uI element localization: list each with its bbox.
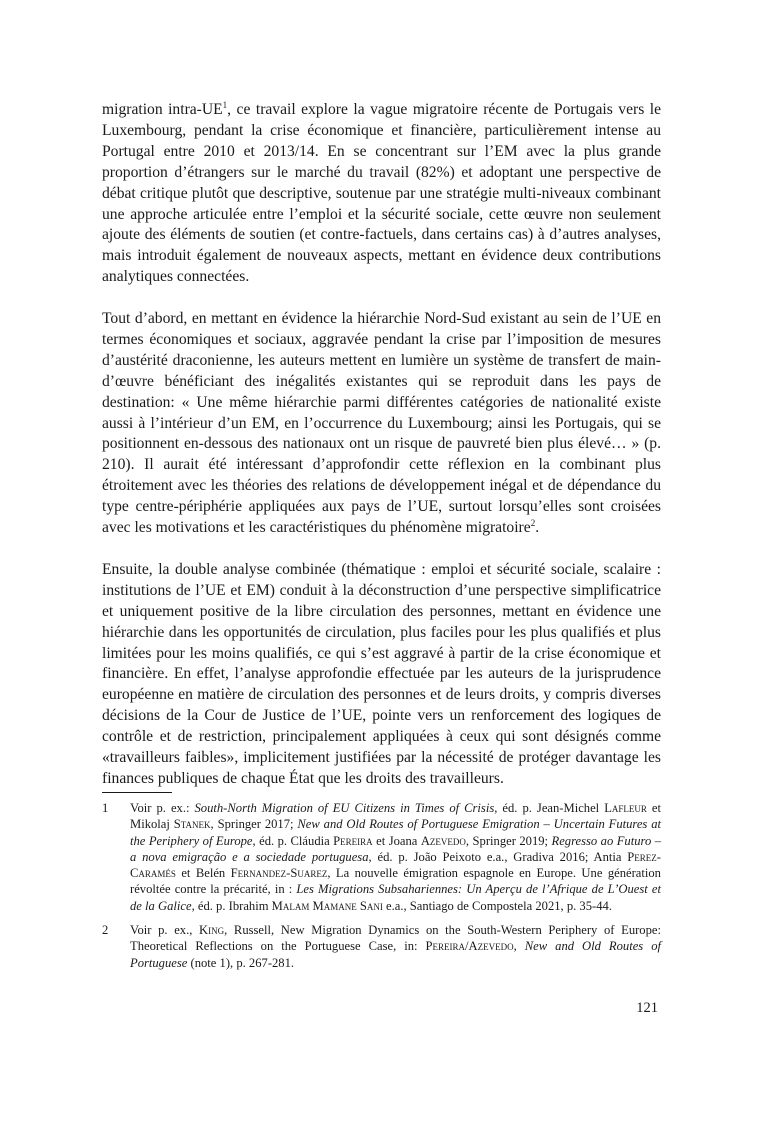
author-name: Pereira	[425, 939, 466, 954]
text-run: ,	[513, 939, 525, 954]
text-run: et Mikolaj	[130, 801, 662, 832]
footnote-number: 2	[102, 923, 109, 938]
text-run: /	[465, 939, 469, 954]
text-run: (note 1), p. 267-281.	[187, 955, 295, 970]
author-name: Azevedo	[420, 833, 466, 848]
italic-text: New and Old Routes of Portuguese Emigration – Uncertain Futures at the Periphery of Europe	[130, 817, 662, 848]
footnote-ref: 2	[530, 518, 536, 529]
text-run: e.a., Santiago de Compostela 2021, p. 35-44.	[382, 898, 612, 913]
paragraph	[102, 100, 661, 288]
text-run: migration intra-UE	[102, 101, 223, 118]
text-run: Voir p. ex.,	[130, 923, 200, 938]
footnote	[102, 922, 661, 971]
footnote-ref: 1	[222, 100, 228, 110]
author-name: Fernandez-Suarez	[230, 866, 328, 881]
author-name: Perez-Caramés	[130, 849, 661, 881]
italic-text: Regresso ao Futuro – a nova emigração e a sociedade portuguesa	[130, 833, 661, 864]
italic-text: South-North Migration of EU Citizens in Times of Crisis	[194, 801, 495, 815]
author-name: Pereira	[333, 833, 373, 848]
author-name: Azevedo	[468, 939, 514, 954]
italic-text: New and Old Routes of Portuguese	[130, 939, 661, 970]
author-name: Malam Mamane Sani	[271, 898, 383, 913]
text-run: .	[535, 519, 540, 537]
text-run: , éd. p. João Peixoto e.a., Gradiva 2016; Antia	[368, 849, 628, 864]
footnote	[102, 800, 661, 914]
footnote-text	[130, 800, 661, 914]
page-number: 121	[636, 1000, 658, 1016]
footnote-text	[130, 922, 661, 971]
text-run: , Springer 2019;	[465, 833, 552, 848]
footnotes	[102, 800, 661, 979]
text-run: Voir p. ex.:	[130, 801, 195, 815]
text-run: et Joana	[372, 833, 421, 848]
paragraph	[102, 560, 661, 790]
author-name: King	[199, 923, 225, 938]
text-run: , ce travail explore la vague migratoire récente de Portugais vers le Luxembourg, pendant la crise économique et financière, particulièrement intense au Portugal entre 2010 et 2013/14. En se concentrant sur l’EM avec la plus grande proportion d’étrangers sur le marché du travail (82%) et adoptant une perspective de débat critique plutôt que descriptive, soutenue par une stratégie multi-niveaux combinant une approche articulée entre l’emploi et la sécurité sociale, cette œuvre non seulement ajoute des éléments de soutien (et contre-factuels, dans certains cas) à d’autres analyses, mais introduit également de nouveaux aspects, mettant en évidence deux contributions analytiques connectées.	[102, 101, 661, 286]
text-run: , Springer 2017;	[210, 817, 298, 832]
text-run: , Russell, New Migration Dynamics on the South-Western Periphery of Europe: Theoretical Reflections on the Portuguese Case, in:	[130, 923, 661, 954]
text-run: , éd. p. Jean-Michel	[494, 801, 605, 815]
author-name: Lafleur	[604, 801, 647, 815]
body-text	[102, 100, 661, 790]
footnote-divider	[102, 792, 172, 793]
text-run: , éd. p. Cláudia	[252, 833, 334, 848]
text-run: Tout d’abord, en mettant en évidence la hiérarchie Nord-Sud existant au sein de l’UE en termes économiques et sociaux, aggravée pendant la crise par l’imposition de mesures d’austérité draconienne, les auteurs mettent en lumière un système de transfert de main-d’œuvre bénéficiant des inégalités existantes qui se reproduit dans les pays de destination: « Une même hiérarchie parmi différentes catégories de nationalité existe aussi à l’intérieur d’un EM, en l’occurrence du Luxembourg; ainsi les Portugais, qui se positionnent en-dessous des nationaux ont un risque de pauvreté bien plus élevé… » (p. 210). Il aurait été intéressant d’approfondir cette réflexion en la combinant plus étroitement avec les théories des relations de développement inégal et de dépendance du type centre-périphérie appliquées aux pays de l’UE, surtout lorsqu’elles sont croisées avec les motivations et les caractéristiques du phénomène migratoire	[102, 310, 661, 537]
text-run: , La nouvelle émigration espagnole en Europe. Une génération révoltée contre la précarité, in :	[130, 866, 661, 897]
paragraph	[102, 309, 661, 539]
footnote-number: 1	[102, 801, 109, 815]
text-run: , éd. p. Ibrahim	[191, 898, 272, 913]
text-run: Ensuite, la double analyse combinée (thématique : emploi et sécurité sociale, scalaire : institutions de l’UE et EM) conduit à la déconstruction d’une perspective simplificatrice et uniquement positive de la libre circulation des personnes, mettant en évidence une hiérarchie dans les opportunités de circulation, plus faciles pour les plus qualifiés et plus limitées pour les moins qualifiés, ce qui s’est aggravé à partir de la crise économique et financière. En effet, l’analyse approfondie effectuée par les auteurs de la jurisprudence européenne en matière de circulation des personnes et de leurs droits, y compris diverses décisions de la Cour de Justice de l’UE, pointe vers un renforcement des logiques de contrôle et de restriction, principalement appliquées à ceux qui sont désignés comme «travailleurs faibles», implicitement justifiées par la nécessité de protéger davantage les finances publiques de chaque État que les droits des travailleurs.	[102, 560, 661, 787]
italic-text: Les Migrations Subsahariennes: Un Aperçu de l’Afrique de L’Ouest et de la Galice	[130, 882, 662, 913]
author-name: Stanek	[173, 817, 211, 832]
text-run: et Belén	[175, 866, 231, 881]
